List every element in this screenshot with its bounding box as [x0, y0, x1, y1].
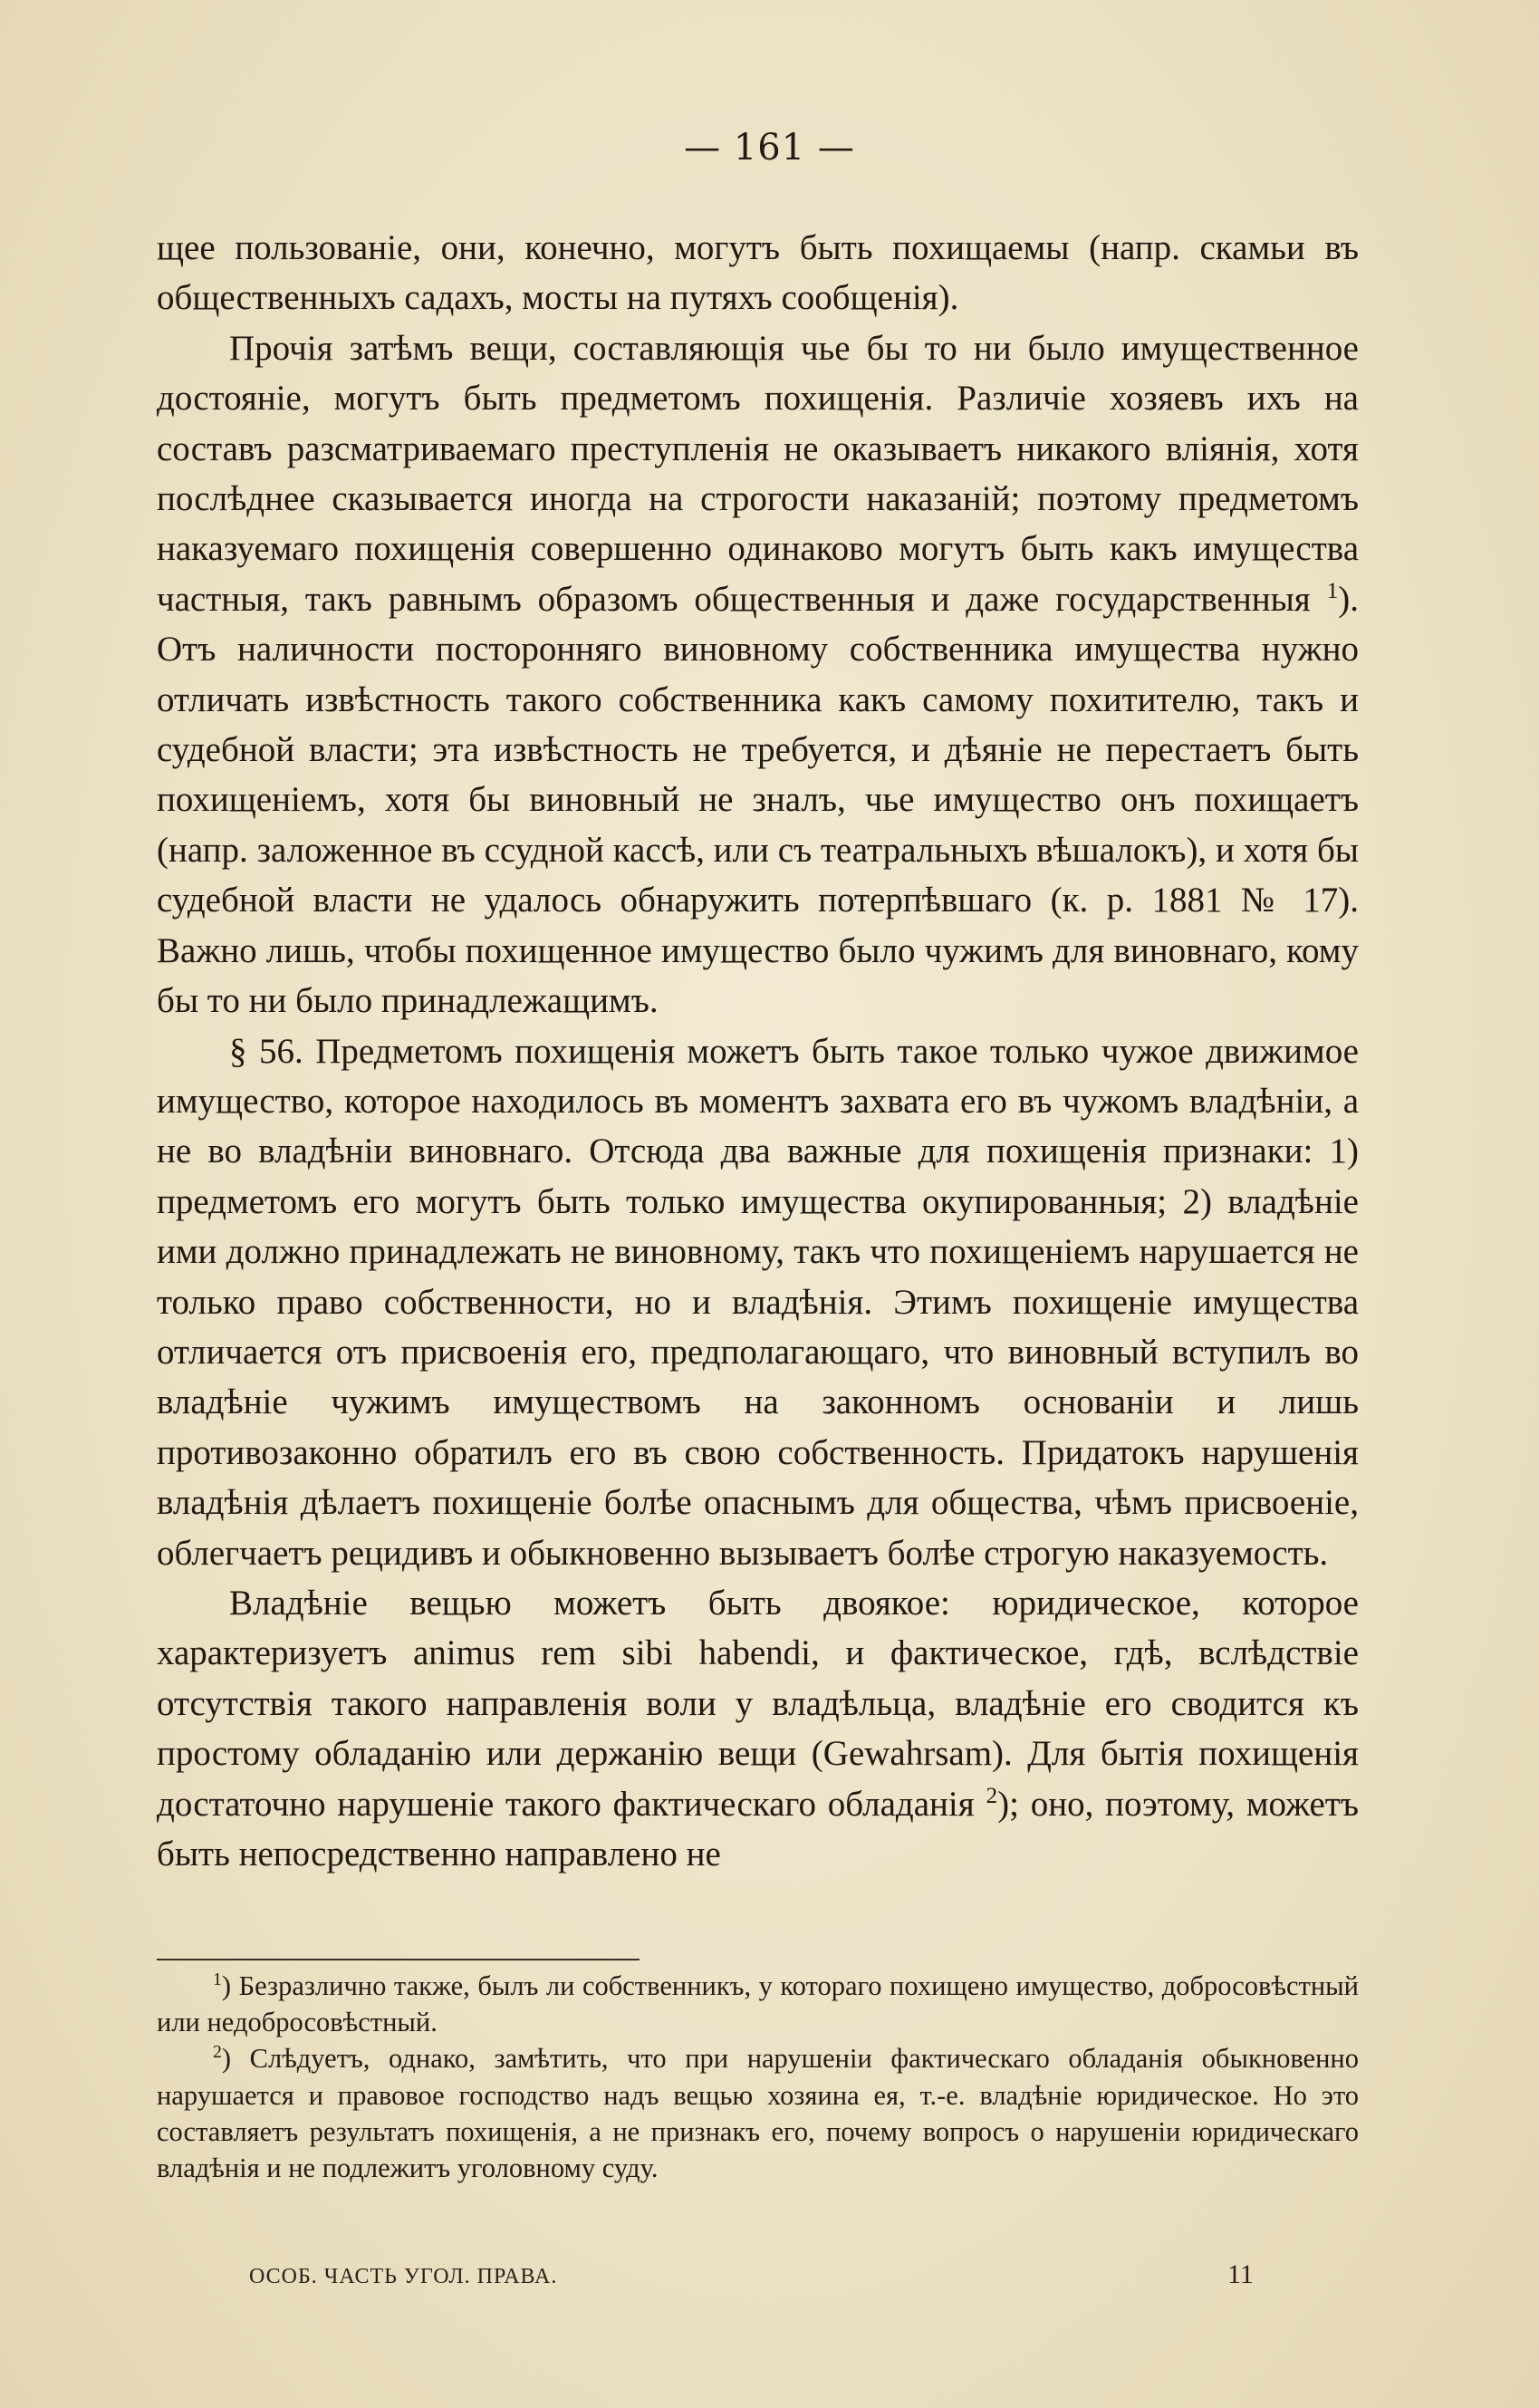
paragraph-possession — [157, 1578, 1359, 1879]
paragraph-section-56: § 56. Предметомъ похищенія можетъ быть такое только чужое движимое имущество, которое находилось въ моментъ захвата его въ чужомъ владѣніи, а не во владѣніи виновнаго. Отсюда два важные для похищенія признаки: 1) предметомъ его могутъ быть только имущества окупированныя; 2) владѣніе ими должно принадлежать не виновному, такъ что похищеніемъ нарушается не только право собственности, но и владѣнія. Этимъ похищеніе имущества отличается отъ присвоенія его, предполагающаго, что виновный вступилъ во владѣніе чужимъ имуществомъ на законномъ основаніи и лишь противозаконно обратилъ его въ свою собственность. Придатокъ нарушенія владѣнія дѣлаетъ похищеніе болѣе опаснымъ для общества, чѣмъ присвоеніе, облегчаетъ рецидивъ и обыкновенно вызываетъ болѣе строгую наказуемость. — [157, 1031, 1359, 1573]
paragraph-text: Владѣніе вещью можетъ быть двоякое: юридическое, которое характеризуетъ animus rem sibi habendi, и фактическое, гдѣ, вслѣдствіе отсутствія такого направленія воли у владѣльца, владѣніе его сводится къ простому обладанію или держанію вещи (Gewahrsam). Для бытія похищенія достаточно нарушеніе такого фактическаго обладанія — [157, 1583, 1359, 1824]
paragraph-continuation: щее пользованіе, они, конечно, могутъ быть похищаемы (напр. скамьи въ общественныхъ садахъ, мосты на путяхъ сообщенія). — [157, 228, 1359, 318]
footnote-ref-2[interactable]: 2 — [986, 1782, 998, 1808]
footnote-text: ) Безразлично также, былъ ли собственникъ, у котораго похищено имущество, добросовѣстный или недобросовѣстный. — [157, 1970, 1359, 2038]
main-text — [157, 223, 1359, 1879]
signature-mark: 11 — [1227, 2259, 1254, 2289]
paragraph-text: ). Отъ наличности посторонняго виновному собственника имущества нужно отличать извѣстность такого собственника какъ самому похитителю, такъ и судебной власти; эта извѣстность не требуется, и дѣяніе не перестаетъ быть похищеніемъ, хотя бы виновный не зналъ, чье имущество онъ похищаетъ (напр. заложенное въ ссудной кассѣ, или съ театральныхъ вѣшалокъ), и хотя бы судебной власти не удалось обнаружить потерпѣвшаго (к. р. 1881 № 17). Важно лишь, чтобы похищенное имущество было чужимъ для виновнаго, кому бы то ни было принадлежащимъ. — [157, 579, 1359, 1021]
footnotes — [157, 1968, 1359, 2186]
footnote-mark: 2 — [213, 2042, 222, 2063]
footnote-text: ) Слѣдуетъ, однако, замѣтить, что при нарушеніи фактическаго обладанія обыкновенно нарушается и правовое господство надъ вещью хозяина ея, т.-е. владѣніе юридическое. Но это составляетъ результатъ похищенія, а не признакъ его, почему вопросъ о нарушеніи юридическаго владѣнія и не подлежитъ уголовному суду. — [157, 2043, 1359, 2184]
paragraph-property-objects — [157, 323, 1359, 1026]
paragraph-text: ); оно, поэтому, можетъ быть непосредственно направлено не — [157, 1784, 1359, 1873]
paragraph-text: Прочія затѣмъ вещи, составляющія чье бы то ни было имущественное достояніе, могутъ быть предметомъ похищенія. Различіе хозяевъ ихъ на составъ разсматриваемаго преступленія не оказываетъ никакого вліянія, хотя послѣднее сказывается иногда на строгости наказаній; поэтому предметомъ наказуемаго похищенія совершенно одинаково могутъ быть какъ имущества частныя, такъ равнымъ образомъ общественныя и даже государственныя — [157, 328, 1359, 619]
page-number: — 161 — — [684, 127, 855, 169]
footnote-1 — [157, 1968, 1359, 2040]
footnote-mark: 1 — [213, 1970, 222, 1990]
footnote-2 — [157, 2040, 1359, 2186]
footnote-divider — [157, 1959, 640, 1960]
running-footer: ОСОБ. ЧАСТЬ УГОЛ. ПРАВА. — [249, 2265, 558, 2288]
footnote-ref-1[interactable]: 1 — [1326, 577, 1339, 603]
